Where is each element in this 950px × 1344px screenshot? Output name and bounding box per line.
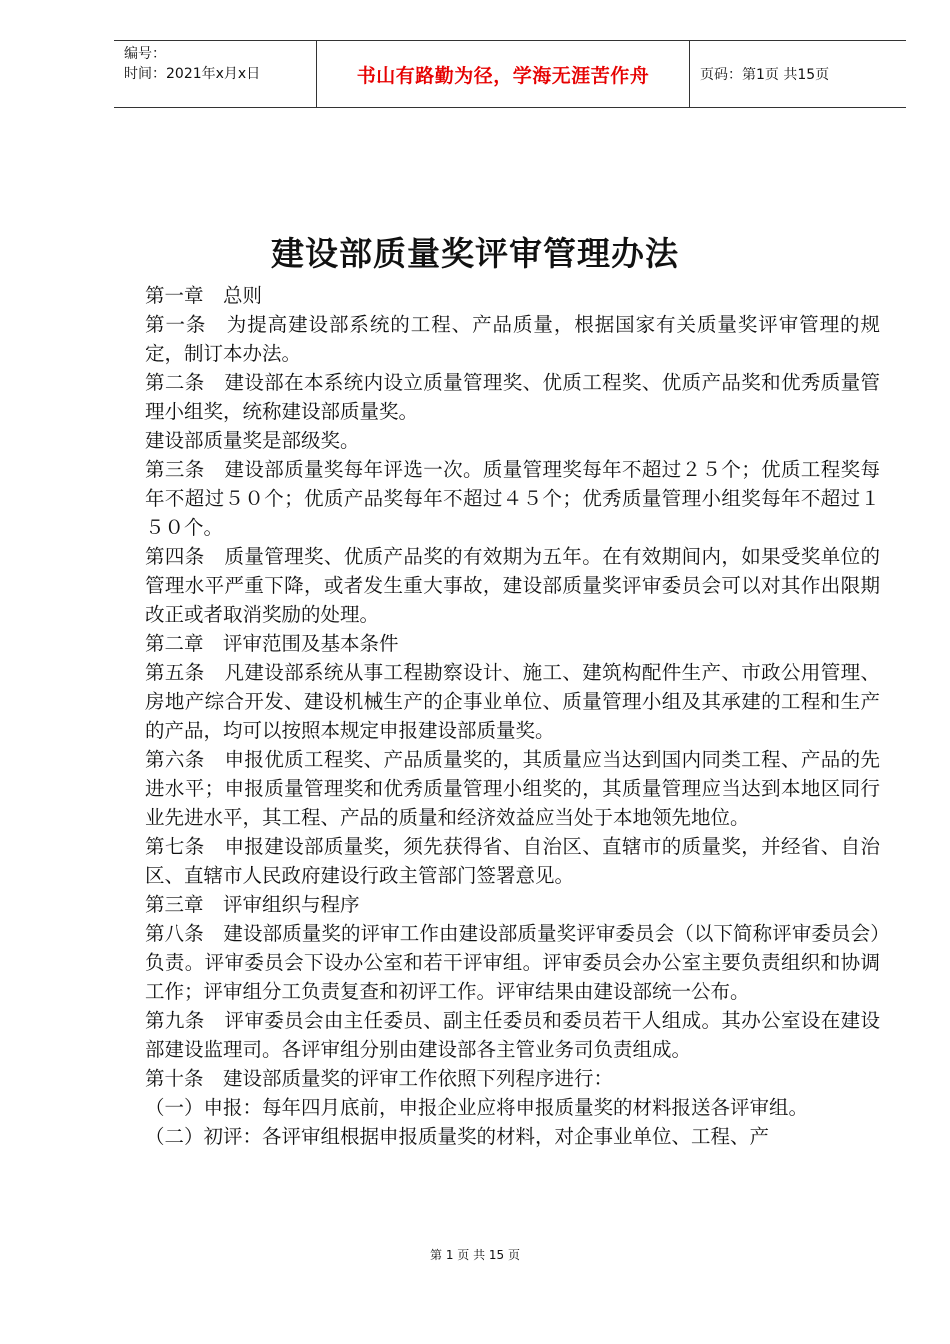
document-body [145,281,880,1151]
time-label: 时间：2021年x月x日 [124,66,261,82]
page-header [114,40,906,108]
paragraph: 第七条 申报建设部质量奖，须先获得省、自治区、直辖市的质量奖，并经省、自治区、直辖市人民政府建设行政主管部门签署意见。 [145,835,880,887]
paragraph: 第六条 申报优质工程奖、产品质量奖的，其质量应当达到国内同类工程、产品的先进水平；申报质量管理奖和优秀质量管理小组奖的，其质量管理应当达到本地区同行业先进水平，其工程、产品的质量和经济效益应当处于本地领先地位。 [145,748,880,829]
paragraph: 第二条 建设部在本系统内设立质量管理奖、优质工程奖、优质产品奖和优秀质量管理小组奖，统称建设部质量奖。 [145,371,880,423]
paragraph: 第九条 评审委员会由主任委员、副主任委员和委员若干人组成。其办公室设在建设部建设监理司。各评审组分别由建设部各主管业务司负责组成。 [145,1009,880,1061]
document-title: 建设部质量奖评审管理办法 [271,234,679,273]
paragraph: 建设部质量奖是部级奖。 [145,429,360,452]
number-label: 编号： [124,46,166,62]
paragraph: （一）申报：每年四月底前，申报企业应将申报质量奖的材料报送各评审组。 [145,1096,809,1119]
paragraph: 第三章 评审组织与程序 [145,893,360,916]
paragraph: 第一章 总则 [145,284,263,307]
page-footer: 第 1 页 共 15 页 [430,1248,520,1262]
paragraph: 第八条 建设部质量奖的评审工作由建设部质量奖评审委员会（以下简称评审委员会）负责。评审委员会下设办公室和若干评审组。评审委员会办公室主要负责组织和协调工作；评审组分工负责复查和初评工作。评审结果由建设部统一公布。 [145,922,880,1003]
paragraph: 第一条 为提高建设部系统的工程、产品质量，根据国家有关质量奖评审管理的规定，制订本办法。 [145,313,880,365]
paragraph: （二）初评：各评审组根据申报质量奖的材料，对企事业单位、工程、产 [145,1125,770,1148]
paragraph: 第四条 质量管理奖、优质产品奖的有效期为五年。在有效期间内，如果受奖单位的管理水平严重下降，或者发生重大事故，建设部质量奖评审委员会可以对其作出限期改正或者取消奖励的处理。 [145,545,880,626]
header-page-info: 页码：第1页 共15页 [700,67,830,83]
header-motto: 书山有路勤为径，学海无涯苦作舟 [316,41,690,107]
paragraph: 第十条 建设部质量奖的评审工作依照下列程序进行： [145,1067,614,1090]
paragraph: 第五条 凡建设部系统从事工程勘察设计、施工、建筑构配件生产、市政公用管理、房地产综合开发、建设机械生产的企事业单位、质量管理小组及其承建的工程和生产的产品，均可以按照本规定申报建设部质量奖。 [145,661,880,742]
header-meta [114,41,314,107]
paragraph: 第三条 建设部质量奖每年评选一次。质量管理奖每年不超过２５个；优质工程奖每年不超过５０个；优质产品奖每年不超过４５个；优秀质量管理小组奖每年不超过１５０个。 [145,458,880,539]
paragraph: 第二章 评审范围及基本条件 [145,632,399,655]
